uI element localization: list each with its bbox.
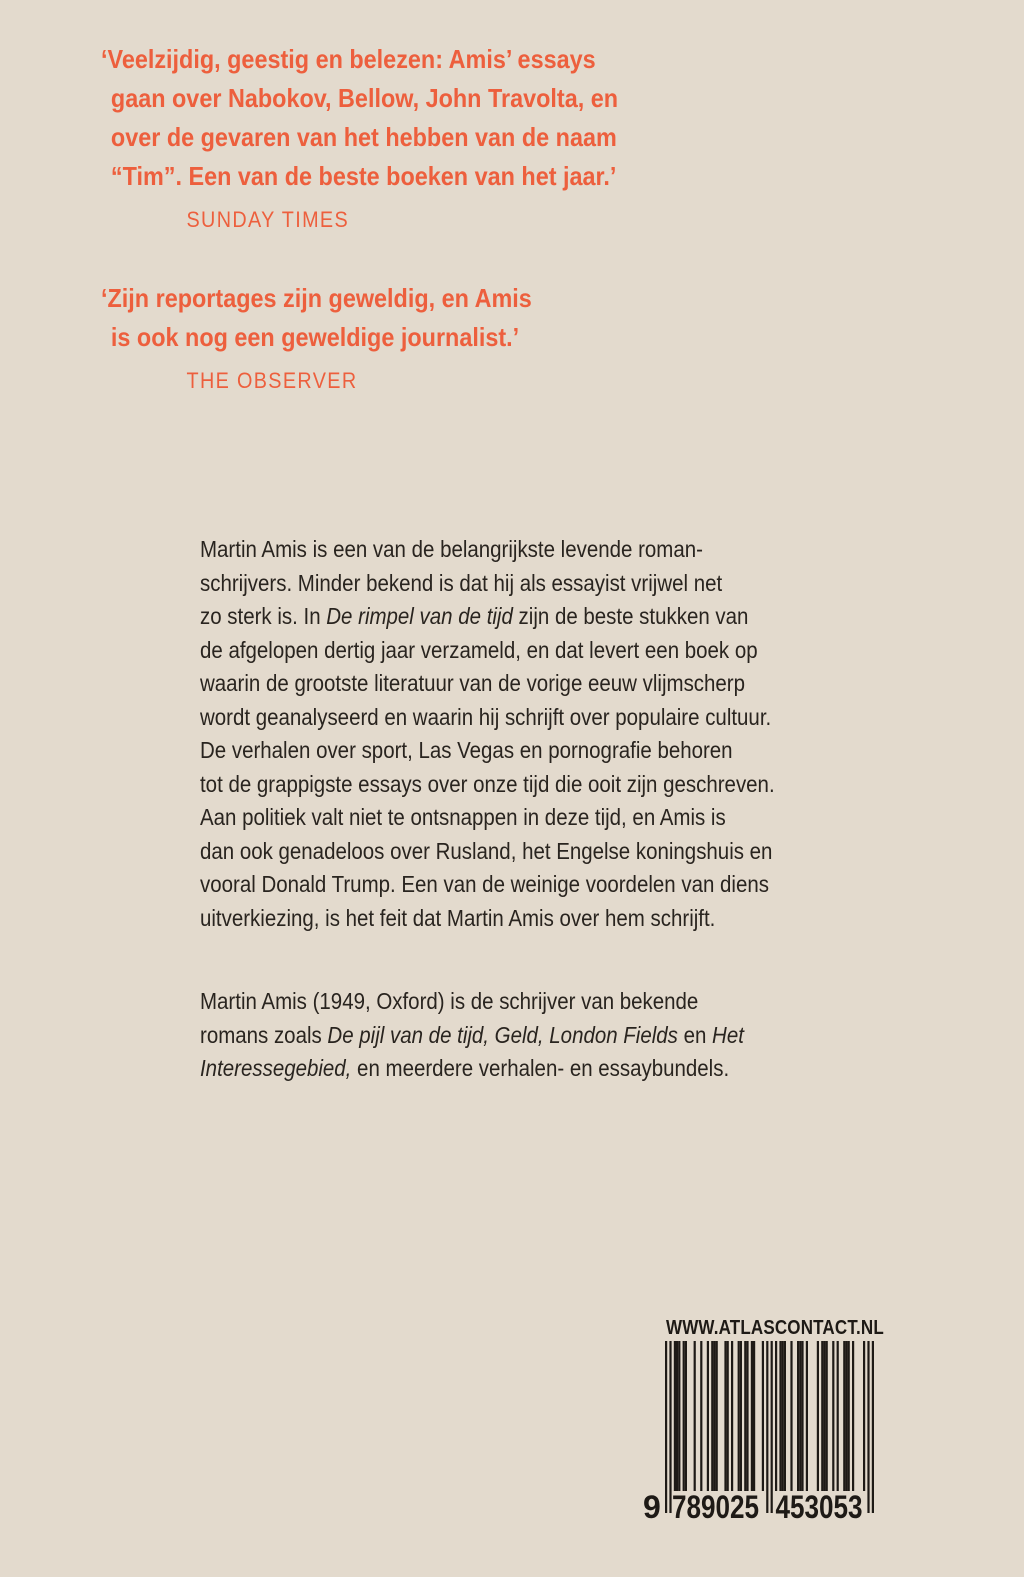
text-run: en meerdere verhalen- en essaybundels. xyxy=(351,1055,730,1081)
text-line: Martin Amis is een van de belangrijkste levende roman- xyxy=(200,536,703,562)
text-run: zo sterk is. In xyxy=(200,603,327,629)
text-line: waarin de grootste literatuur van de vorige eeuw vlijmscherp xyxy=(200,670,746,696)
book-title-italic: Het xyxy=(712,1021,744,1048)
text-line: ‘Zijn reportages zijn geweldig, en Amis xyxy=(101,283,532,313)
press-quote-observer xyxy=(101,279,532,396)
text-line: gaan over Nabokov, Bellow, John Travolta, en xyxy=(110,83,619,113)
text-run: zijn de beste stukken van xyxy=(512,603,749,629)
text-line: schrijvers. Minder bekend is dat hij als essayist vrijwel net xyxy=(200,569,723,596)
text-line: uitverkiezing, is het feit dat Martin Amis over hem schrijft. xyxy=(200,904,716,931)
text-line: de afgelopen dertig jaar verzameld, en dat levert een boek op xyxy=(200,636,758,663)
book-title-italic: Interessegebied, xyxy=(200,1055,352,1081)
publisher-website: WWW.ATLASCONTACT.NL xyxy=(666,1317,884,1339)
author-bio-paragraph xyxy=(200,985,775,1086)
text-line: over de gevaren van het hebben van de naam xyxy=(110,122,617,152)
text-line: wordt geanalyseerd en waarin hij schrijft over populaire cultuur. xyxy=(200,703,772,730)
text-line: Aan politiek valt niet te ontsnappen in deze tijd, en Amis is xyxy=(200,804,726,830)
book-title-italic: De pijl van de tijd, Geld, London Fields xyxy=(327,1021,678,1048)
isbn-digits-right: 453053 xyxy=(775,1489,863,1523)
press-quote-sunday-times xyxy=(101,40,618,235)
press-quote-source: SUNDAY TIMES xyxy=(186,207,350,232)
text-line xyxy=(200,1019,775,1053)
press-quote-source: THE OBSERVER xyxy=(186,368,358,393)
text-line: dan ook genadeloos over Rusland, het Engelse koningshuis en xyxy=(200,837,773,864)
text-run: romans zoals xyxy=(200,1021,328,1048)
text-line: De verhalen over sport, Las Vegas en pornografie behoren xyxy=(200,737,733,763)
text-line: “Tim”. Een van de beste boeken van het jaar.’ xyxy=(110,161,617,191)
text-line: tot de grappigste essays over onze tijd die ooit zijn geschreven. xyxy=(200,770,775,797)
book-description xyxy=(200,533,775,1086)
text-line xyxy=(200,1052,775,1086)
text-run: en xyxy=(677,1021,713,1048)
book-title-italic: De rimpel van de tijd xyxy=(326,603,513,629)
text-line: Martin Amis (1949, Oxford) is de schrijver van bekende xyxy=(200,988,699,1014)
text-line xyxy=(200,600,775,634)
isbn-digit-9: 9 xyxy=(643,1489,661,1523)
ean13-barcode xyxy=(641,1341,877,1523)
isbn-digits-left: 789025 xyxy=(672,1489,759,1523)
text-line: vooral Donald Trump. Een van de weinige voordelen van diens xyxy=(200,871,769,897)
text-line: ‘Veelzijdig, geestig en belezen: Amis’ essays xyxy=(101,44,596,74)
text-line: is ook nog een geweldige journalist.’ xyxy=(110,322,520,352)
description-paragraph-1 xyxy=(200,533,775,935)
